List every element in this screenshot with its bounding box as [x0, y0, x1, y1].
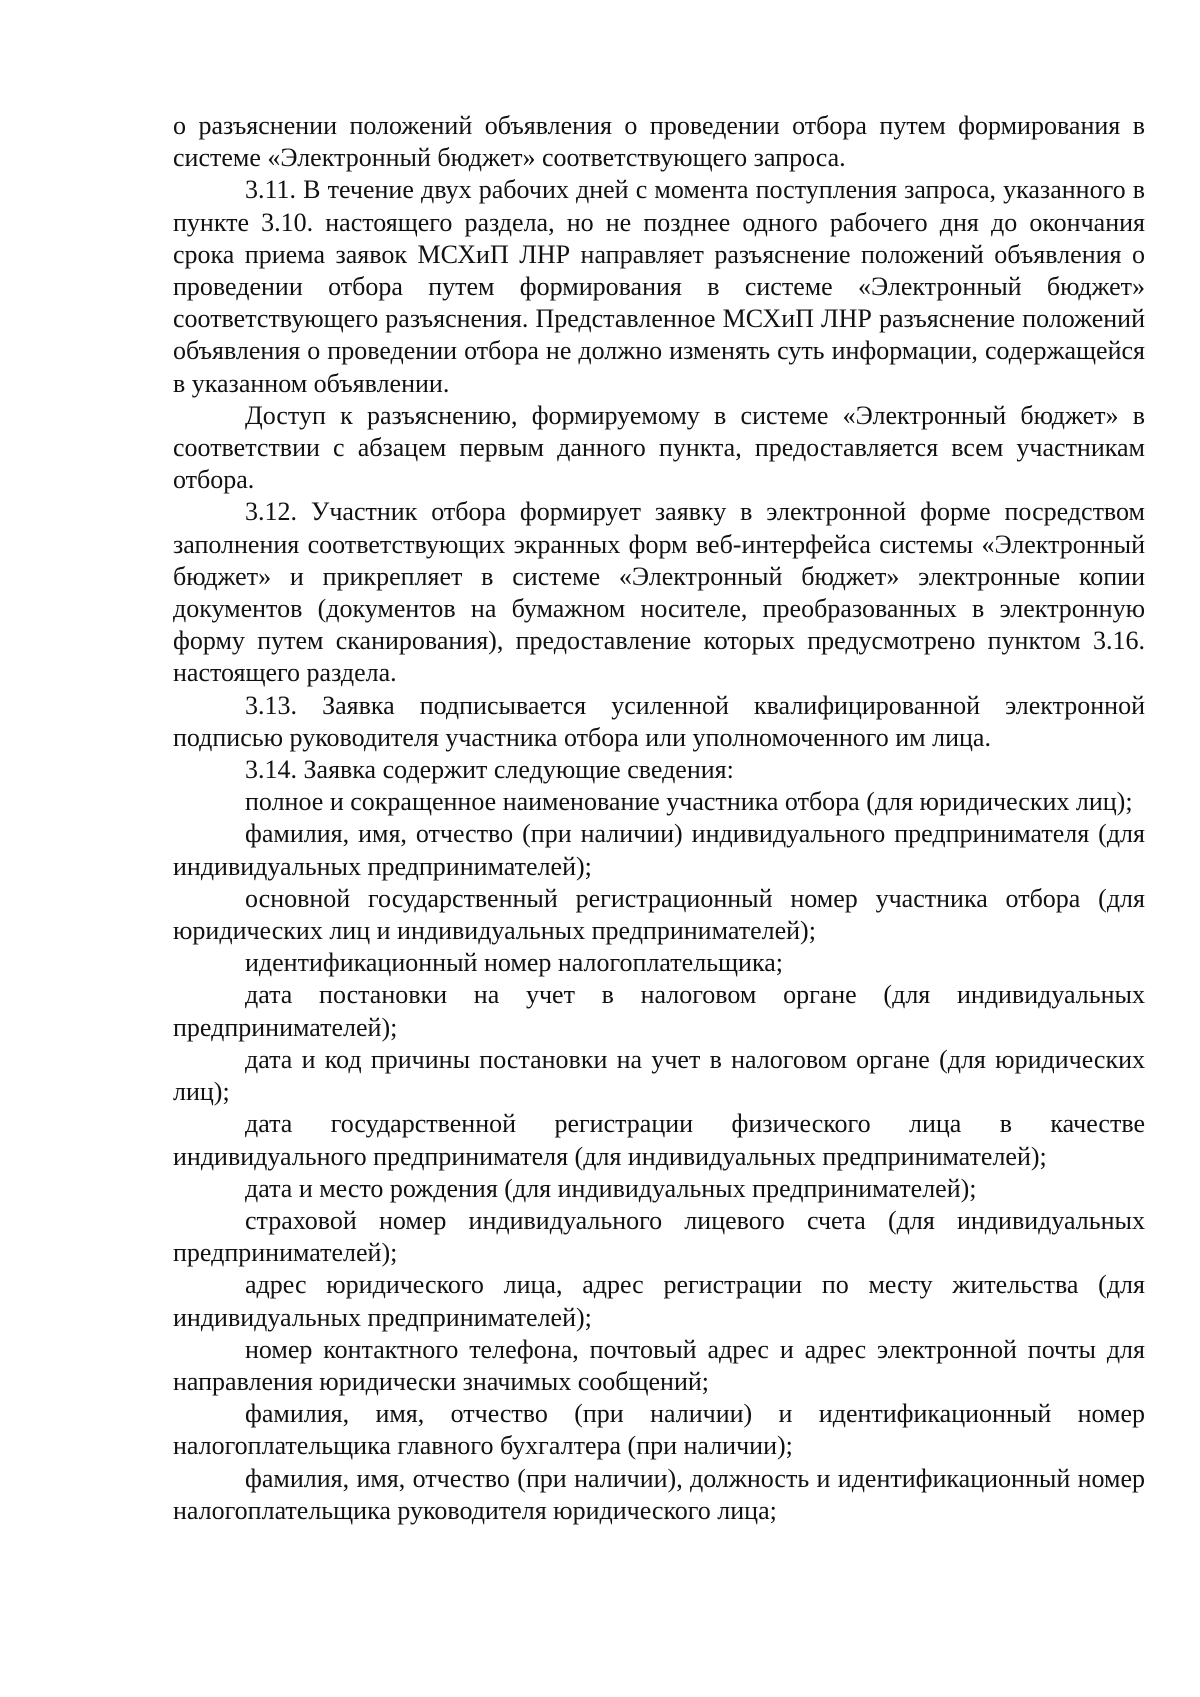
list-item-address: адрес юридического лица, адрес регистрации по месту жительства (для индивидуальных предпринимателей);	[173, 1270, 1145, 1332]
paragraph-3-13: 3.13. Заявка подписывается усиленной квалифицированной электронной подписью руководителя участника отбора или уполномоченного им лица.	[173, 690, 1145, 752]
paragraph-3-12: 3.12. Участник отбора формирует заявку в электронной форме посредством заполнения соответствующих экранных форм веб-интерфейса системы «Электронный бюджет» и прикрепляет в системе «Электронный бюджет» электронные копии документов (документов на бумажном носителе, преобразованных в электронную форму путем сканирования), предоставление которых предусмотрено пунктом 3.16. настоящего раздела.	[173, 497, 1145, 688]
list-item-snils: страховой номер индивидуального лицевого счета (для индивидуальных предпринимателей);	[173, 1205, 1145, 1268]
list-item-birth: дата и место рождения (для индивидуальных предпринимателей);	[245, 1173, 977, 1203]
paragraph-access: Доступ к разъяснению, формируемому в системе «Электронный бюджет» в соответствии с абзацем первым данного пункта, предоставляется всем участникам отбора.	[173, 400, 1145, 495]
list-item-state-registration: дата государственной регистрации физического лица в качестве индивидуального предпринимателя (для индивидуальных предпринимателей);	[173, 1109, 1145, 1171]
document-page	[173, 110, 1145, 1527]
paragraph-3-14: 3.14. Заявка содержит следующие сведения:	[245, 755, 734, 785]
list-item-chief-accountant: фамилия, имя, отчество (при наличии) и идентификационный номер налогоплательщика главного бухгалтера (при наличии);	[173, 1399, 1145, 1461]
list-item-inn: идентификационный номер налогоплательщика;	[245, 948, 783, 978]
list-item-tax-registration-date: дата постановки на учет в налоговом органе (для индивидуальных предпринимателей);	[173, 980, 1145, 1042]
paragraph-3-11: 3.11. В течение двух рабочих дней с момента поступления запроса, указанного в пункте 3.10. настоящего раздела, но не позднее одного рабочего дня до окончания срока приема заявок МСХиП ЛНР направляет разъяснение положений объявления о проведении отбора путем формирования в системе «Электронный бюджет» соответствующего разъяснения. Представленное МСХиП ЛНР разъяснение положений объявления о проведении отбора не должно изменять суть информации, содержащейся в указанном объявлении.	[173, 175, 1145, 398]
list-item-ogrn: основной государственный регистрационный номер участника отбора (для юридических лиц и индивидуальных предпринимателей);	[173, 883, 1145, 946]
list-item-name: полное и сокращенное наименование участника отбора (для юридических лиц);	[245, 787, 1133, 817]
list-item-director: фамилия, имя, отчество (при наличии), должность и идентификационный номер налогоплательщика руководителя юридического лица;	[173, 1463, 1145, 1525]
list-item-kpp: дата и код причины постановки на учет в налоговом органе (для юридических лиц);	[173, 1044, 1145, 1107]
paragraph-continuation: о разъяснении положений объявления о проведении отбора путем формирования в системе «Электронный бюджет» соответствующего запроса.	[173, 111, 1145, 173]
list-item-fio: фамилия, имя, отчество (при наличии) индивидуального предпринимателя (для индивидуальных предпринимателей);	[173, 819, 1145, 881]
list-item-contacts: номер контактного телефона, почтовый адрес и адрес электронной почты для направления юридически значимых сообщений;	[173, 1334, 1145, 1396]
